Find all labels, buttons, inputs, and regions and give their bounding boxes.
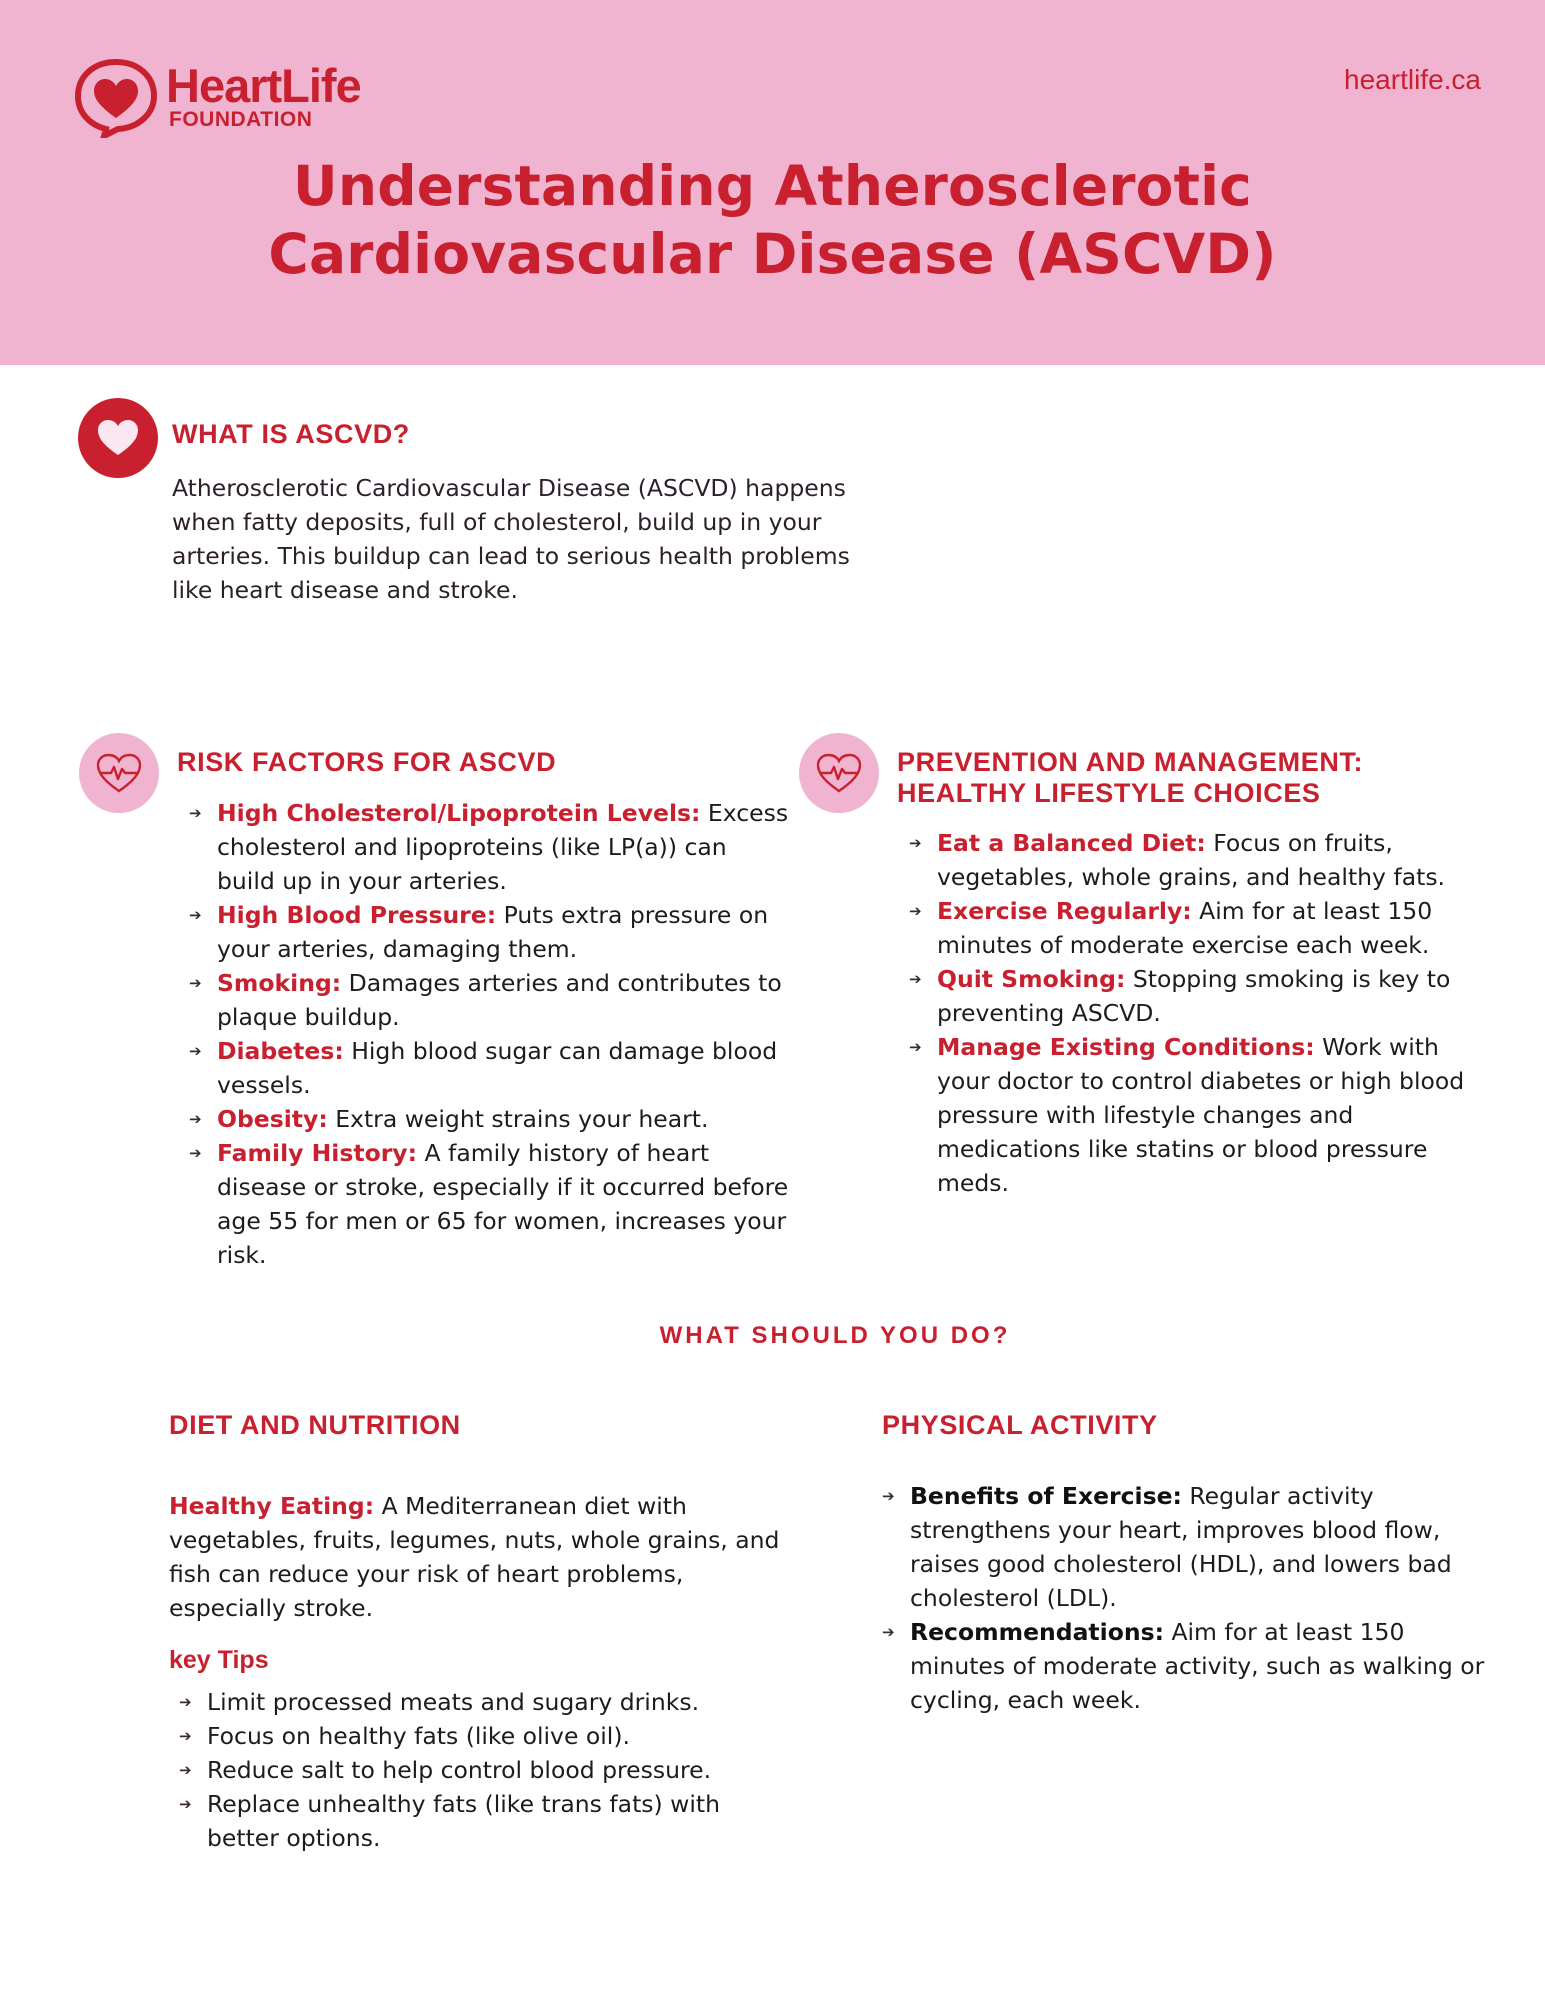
- list-item: [179, 1685, 789, 1719]
- risk-item-text: Damages arteries and contributes to plaque buildup.: [217, 969, 782, 1031]
- arrow-right-icon: ➔: [882, 1623, 895, 1641]
- activity-heading: PHYSICAL ACTIVITY: [882, 1410, 1158, 1440]
- risk-item-label: Smoking:: [217, 969, 342, 997]
- tip-text: Replace unhealthy fats (like trans fats) with better options.: [207, 1790, 721, 1852]
- arrow-right-icon: ➔: [909, 834, 922, 852]
- arrow-right-icon: ➔: [189, 1110, 202, 1128]
- key-tips-list: [179, 1685, 789, 1855]
- logo[interactable]: [74, 56, 394, 138]
- prevention-item-label: Exercise Regularly:: [937, 897, 1192, 925]
- arrow-right-icon: ➔: [179, 1761, 192, 1779]
- risk-factors-heading: RISK FACTORS FOR ASCVD: [177, 747, 557, 777]
- list-item: [909, 962, 1484, 1030]
- heartbeat-icon: [799, 733, 879, 813]
- risk-item-label: Family History:: [217, 1139, 418, 1167]
- risk-item-label: Diabetes:: [217, 1037, 344, 1065]
- list-item: [909, 894, 1484, 962]
- site-url-link[interactable]: heartlife.ca: [1344, 64, 1481, 95]
- prevention-heading-line-1: PREVENTION AND MANAGEMENT:: [897, 747, 1364, 777]
- what-is-heading: WHAT IS ASCVD?: [172, 419, 410, 449]
- list-item: [189, 1136, 789, 1272]
- list-item: [179, 1719, 789, 1753]
- arrow-right-icon: ➔: [909, 1038, 922, 1056]
- diet-heading: DIET AND NUTRITION: [169, 1410, 461, 1440]
- prevention-item-text: Focus on fruits, vegetables, whole grains, and healthy fats.: [937, 829, 1446, 891]
- prevention-heading-line-2: HEALTHY LIFESTYLE CHOICES: [897, 778, 1321, 808]
- arrow-right-icon: ➔: [189, 974, 202, 992]
- arrow-right-icon: ➔: [179, 1693, 192, 1711]
- list-item: [909, 826, 1484, 894]
- prevention-item-text: Aim for at least 150 minutes of moderate exercise each week.: [937, 897, 1433, 959]
- tip-text: Limit processed meats and sugary drinks.: [207, 1688, 700, 1716]
- arrow-right-icon: ➔: [882, 1487, 895, 1505]
- prevention-heading: [897, 747, 1363, 809]
- prevention-item-label: Manage Existing Conditions:: [937, 1033, 1315, 1061]
- healthy-eating-label: Healthy Eating:: [169, 1492, 375, 1520]
- risk-item-label: Obesity:: [217, 1105, 328, 1133]
- prevention-list: [909, 826, 1484, 1200]
- heart-icon: [78, 398, 158, 478]
- healthy-eating-body: A Mediterranean diet with vegetables, fruits, legumes, nuts, whole grains, and fish can reduce your risk of heart problems, especially stroke.: [169, 1492, 780, 1622]
- risk-item-text: Excess cholesterol and lipoproteins (like LP(a)) can build up in your arteries.: [217, 799, 789, 895]
- arrow-right-icon: ➔: [189, 906, 202, 924]
- list-item: [179, 1753, 789, 1787]
- list-item: [189, 966, 789, 1034]
- page-title-line-2: Cardiovascular Disease (ASCVD): [268, 222, 1277, 286]
- logo-name: HeartLife: [166, 59, 361, 112]
- page-title: [0, 152, 1545, 288]
- list-item: [179, 1787, 789, 1855]
- heartbeat-icon: [79, 733, 159, 813]
- arrow-right-icon: ➔: [909, 970, 922, 988]
- heart-speech-bubble-icon: [74, 58, 158, 138]
- activity-list: [882, 1479, 1497, 1717]
- list-item: [909, 1030, 1484, 1200]
- prevention-item-text: Stopping smoking is key to preventing ASCVD.: [937, 965, 1451, 1027]
- list-item: [189, 898, 789, 966]
- activity-item-label: Recommendations:: [910, 1618, 1164, 1646]
- list-item: [882, 1615, 1497, 1717]
- what-should-you-do-heading: WHAT SHOULD YOU DO?: [659, 1322, 1011, 1349]
- list-item: [189, 1034, 789, 1102]
- risk-item-text: A family history of heart disease or stroke, especially if it occurred before age 55 for men or 65 for women, increases your risk.: [217, 1139, 789, 1269]
- key-tips-heading: key Tips: [169, 1646, 269, 1674]
- arrow-right-icon: ➔: [179, 1727, 192, 1745]
- healthy-eating-text: [169, 1489, 799, 1625]
- activity-item-text: Regular activity strengthens your heart, improves blood flow, raises good cholesterol (HDL), and lowers bad cholesterol (LDL).: [910, 1482, 1452, 1612]
- arrow-right-icon: ➔: [189, 804, 202, 822]
- what-is-text: Atherosclerotic Cardiovascular Disease (ASCVD) happens when fatty deposits, full of cholesterol, build up in your arteries. This buildup can lead to serious health problems like heart disease and stroke.: [172, 474, 850, 604]
- arrow-right-icon: ➔: [179, 1795, 192, 1813]
- activity-item-label: Benefits of Exercise:: [910, 1482, 1182, 1510]
- tip-text: Focus on healthy fats (like olive oil).: [207, 1722, 630, 1750]
- logo-subtitle: FOUNDATION: [169, 108, 313, 131]
- prevention-item-text: Work with your doctor to control diabetes or high blood pressure with lifestyle changes and medications like statins or blood pressure meds.: [937, 1033, 1465, 1197]
- risk-factors-list: [189, 796, 789, 1272]
- risk-item-text: High blood sugar can damage blood vessels.: [217, 1037, 778, 1099]
- risk-item-text: Extra weight strains your heart.: [327, 1105, 709, 1133]
- risk-item-text: Puts extra pressure on your arteries, damaging them.: [217, 901, 769, 963]
- activity-item-text: Aim for at least 150 minutes of moderate activity, such as walking or cycling, each week.: [910, 1618, 1485, 1714]
- arrow-right-icon: ➔: [189, 1042, 202, 1060]
- prevention-item-label: Eat a Balanced Diet:: [937, 829, 1206, 857]
- risk-item-label: High Blood Pressure:: [217, 901, 497, 929]
- header-banner: [0, 0, 1545, 365]
- list-item: [189, 796, 789, 898]
- risk-item-label: High Cholesterol/Lipoprotein Levels:: [217, 799, 701, 827]
- page-title-line-1: Understanding Atherosclerotic: [293, 154, 1252, 218]
- list-item: [189, 1102, 789, 1136]
- arrow-right-icon: ➔: [909, 902, 922, 920]
- list-item: [882, 1479, 1497, 1615]
- prevention-item-label: Quit Smoking:: [937, 965, 1126, 993]
- tip-text: Reduce salt to help control blood pressure.: [207, 1756, 712, 1784]
- arrow-right-icon: ➔: [189, 1144, 202, 1162]
